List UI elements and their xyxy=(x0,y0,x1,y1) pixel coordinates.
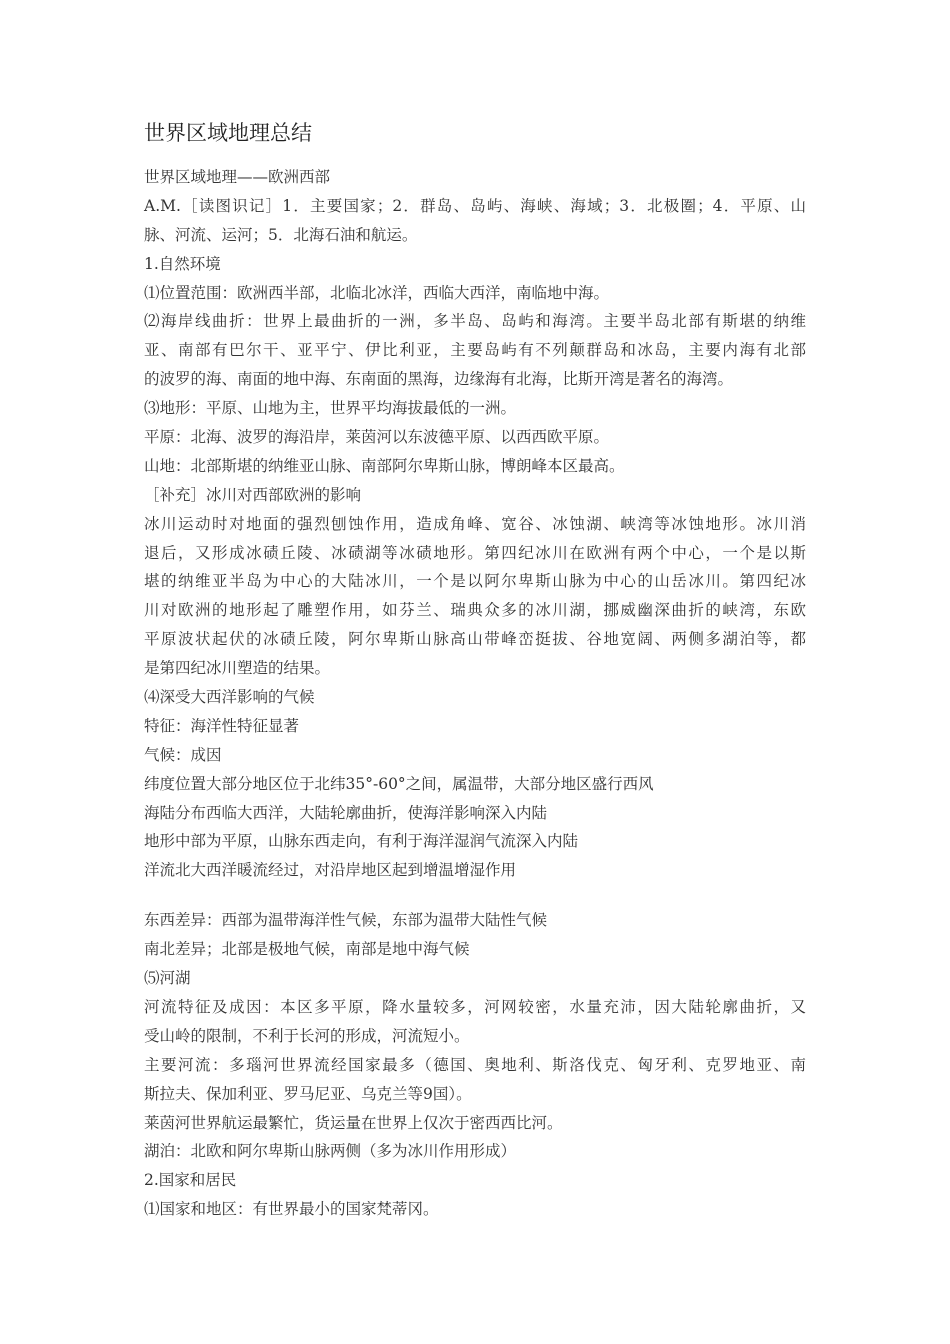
paragraph-line: ⑵海岸线曲折：世界上最曲折的一洲，多半岛、岛屿和海湾。主要半岛北部有斯堪的纳维 xyxy=(144,312,806,331)
paragraph-line: 斯拉夫、保加利亚、罗马尼亚、乌克兰等9国）。 xyxy=(144,1084,472,1103)
paragraph-line: 地形中部为平原，山脉东西走向，有利于海洋湿润气流深入内陆 xyxy=(144,832,579,851)
paragraph-line: 河流特征及成因：本区多平原，降水量较多，河网较密，水量充沛，因大陆轮廓曲折，又 xyxy=(144,997,806,1016)
paragraph-line: 主要河流：多瑙河世界流经国家最多（德国、奥地利、斯洛伐克、匈牙利、克罗地亚、南 xyxy=(144,1055,806,1074)
section-heading: 1.自然环境 xyxy=(144,254,221,273)
paragraph-line: 湖泊：北欧和阿尔卑斯山脉两侧（多为冰川作用形成） xyxy=(144,1142,517,1161)
paragraph-line: 平原：北海、波罗的海沿岸，莱茵河以东波德平原、以西西欧平原。 xyxy=(144,428,610,447)
paragraph-line: ⑴位置范围：欧洲西半部，北临北冰洋，西临大西洋，南临地中海。 xyxy=(144,283,610,302)
section-heading: 世界区域地理——欧洲西部 xyxy=(144,168,331,186)
paragraph-line: 海陆分布西临大西洋，大陆轮廓曲折，使海洋影响深入内陆 xyxy=(144,803,548,822)
section-heading: ⑷深受大西洋影响的气候 xyxy=(144,688,315,707)
paragraph-line: ⑶地形：平原、山地为主，世界平均海拔最低的一洲。 xyxy=(144,399,517,418)
paragraph-line: 南北差异；北部是极地气候，南部是地中海气候 xyxy=(144,940,470,959)
paragraph-line: 脉、河流、运河；5．北海石油和航运。 xyxy=(144,225,418,244)
blank-line xyxy=(144,885,806,906)
section-heading: ［补充］冰川对西部欧洲的影响 xyxy=(144,485,362,504)
paragraph-line: 山地：北部斯堪的纳维亚山脉、南部阿尔卑斯山脉，博朗峰本区最高。 xyxy=(144,456,625,475)
paragraph-line: 特征：海洋性特征显著 xyxy=(144,716,300,735)
section-heading: ⑸河湖 xyxy=(144,969,191,988)
paragraph-line: 亚、南部有巴尔干、亚平宁、伊比利亚，主要岛屿有不列颠群岛和冰岛，主要内海有北部 xyxy=(144,341,806,360)
paragraph-line: A.M.［读图识记］1．主要国家；2．群岛、岛屿、海峡、海域；3．北极圈；4．平原、山 xyxy=(144,196,806,215)
paragraph-line: 冰川运动时对地面的强烈刨蚀作用，造成角峰、宽谷、冰蚀湖、峡湾等冰蚀地形。冰川消 xyxy=(144,514,806,533)
paragraph-line: 气候：成因 xyxy=(144,745,222,764)
paragraph-line: 退后，又形成冰碛丘陵、冰碛湖等冰碛地形。第四纪冰川在欧洲有两个中心，一个是以斯 xyxy=(144,543,806,562)
paragraph-line: 东西差异：西部为温带海洋性气候，东部为温带大陆性气候 xyxy=(144,911,548,930)
document-title: 世界区域地理总结 xyxy=(144,121,312,145)
document-body xyxy=(144,163,806,1224)
paragraph-line: ⑴国家和地区：有世界最小的国家梵蒂冈。 xyxy=(144,1200,439,1219)
paragraph-line: 受山岭的限制，不利于长河的形成，河流短小。 xyxy=(144,1026,470,1045)
paragraph-line: 的波罗的海、南面的地中海、东南面的黑海，边缘海有北海，比斯开湾是著名的海湾。 xyxy=(144,370,734,389)
paragraph-line: 纬度位置大部分地区位于北纬35°-60°之间，属温带，大部分地区盛行西风 xyxy=(144,774,654,793)
paragraph-line: 洋流北大西洋暖流经过，对沿岸地区起到增温增湿作用 xyxy=(144,861,517,880)
paragraph-line: 堪的纳维亚半岛为中心的大陆冰川，一个是以阿尔卑斯山脉为中心的山岳冰川。第四纪冰 xyxy=(144,572,806,591)
paragraph-line: 莱茵河世界航运最繁忙，货运量在世界上仅次于密西西比河。 xyxy=(144,1113,563,1132)
paragraph-line: 川对欧洲的地形起了雕塑作用，如芬兰、瑞典众多的冰川湖，挪威幽深曲折的峡湾，东欧 xyxy=(144,601,806,620)
paragraph-line: 是第四纪冰川塑造的结果。 xyxy=(144,659,331,678)
paragraph-line: 平原波状起伏的冰碛丘陵，阿尔卑斯山脉高山带峰峦挺拔、谷地宽阔、两侧多湖泊等，都 xyxy=(144,630,806,649)
section-heading: 2.国家和居民 xyxy=(144,1171,237,1190)
